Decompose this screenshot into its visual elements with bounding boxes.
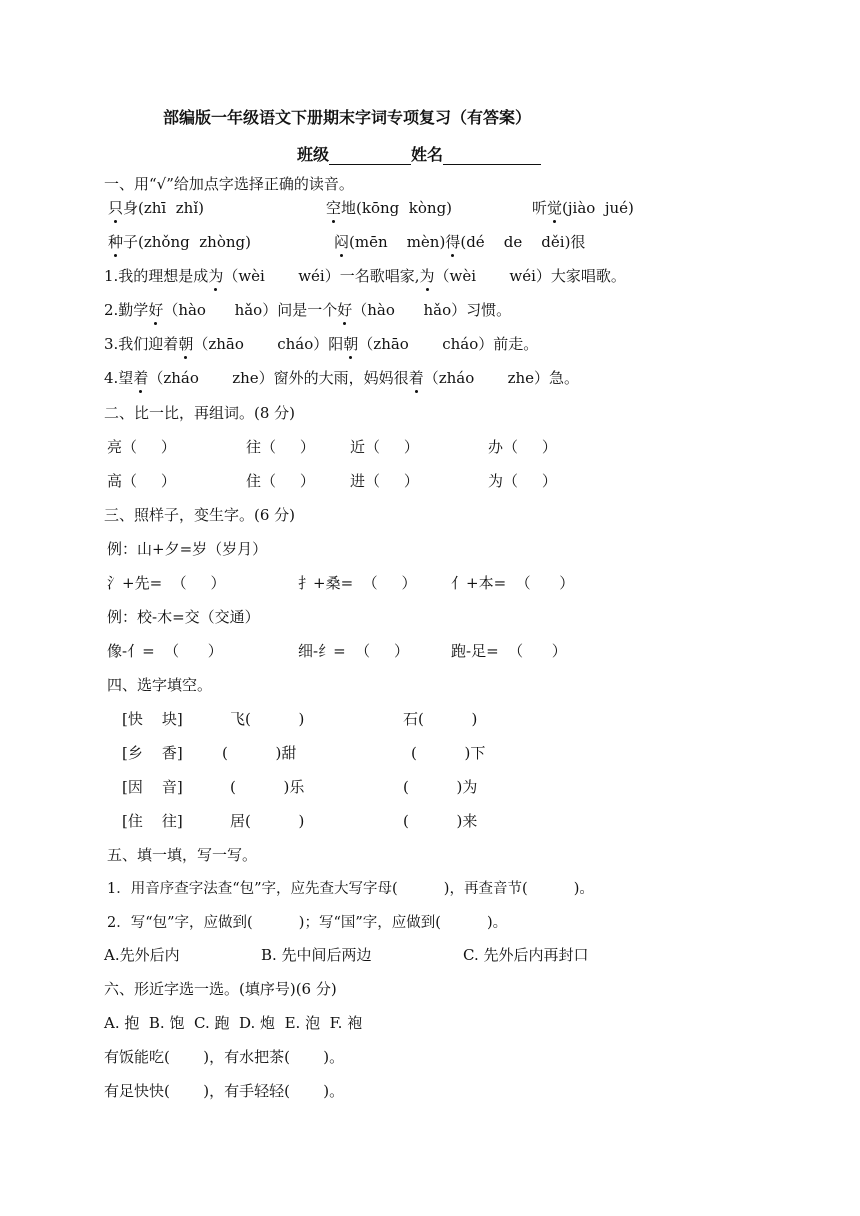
fill-blank: 居( ) — [230, 812, 305, 830]
fill-line: 有足快快( )，有手轻轻( )。 — [104, 1082, 345, 1100]
question-1: 1.我的理想是成为（wèi wéi）一名歌唱家,为（wèi wéi）大家唱歌。 — [104, 267, 626, 285]
choice-options: [住 往] — [122, 812, 183, 830]
dotted-char: 着 — [133, 369, 149, 387]
fill-blank: 飞( ) — [230, 710, 305, 728]
fill-blank: ( )来 — [403, 812, 478, 830]
pinyin-item: 听觉(jiào jué) — [532, 199, 634, 217]
compose-item: 像-亻= （ ） — [107, 642, 223, 660]
section-3-heading: 三、照样子，变生字。(6 分) — [104, 506, 296, 524]
dotted-char: 种 — [108, 233, 124, 251]
section-6-heading: 六、形近字选一选。(填序号)(6 分) — [104, 980, 337, 998]
option-c: C. 先外后内再封口 — [463, 946, 589, 964]
dotted-char: 得 — [445, 233, 461, 251]
compose-item: 氵+先= （ ） — [107, 574, 226, 592]
choice-options: [乡 香] — [122, 744, 183, 762]
dotted-char: 朝 — [178, 335, 194, 353]
dotted-char: 觉 — [547, 199, 563, 217]
class-blank — [329, 146, 411, 165]
dotted-char: 好 — [337, 301, 353, 319]
class-name-line — [297, 145, 541, 165]
word-item: 近（ ） — [350, 438, 419, 456]
word-item: 进（ ） — [350, 472, 419, 490]
pinyin-item: 只身(zhī zhǐ) — [108, 199, 204, 217]
fill-line: 有饭能吃( )，有水把茶( )。 — [104, 1048, 345, 1066]
question-3: 3.我们迎着朝（zhāo cháo）阳朝（zhāo cháo）前走。 — [104, 335, 539, 353]
dotted-char: 好 — [148, 301, 164, 319]
pinyin-item: 闷(mēn mèn)得(dé de děi)很 — [334, 233, 586, 251]
pinyin-item: 种子(zhǒng zhòng) — [108, 233, 251, 251]
example-line: 例：校-木=交（交通） — [107, 608, 260, 626]
dotted-char: 空 — [326, 199, 342, 217]
word-item: 亮（ ） — [107, 438, 176, 456]
compose-item: 细-纟= （ ） — [298, 642, 410, 660]
question-4: 4.望着（zháo zhe）窗外的大雨，妈妈很着（zháo zhe）急。 — [104, 369, 580, 387]
section-4-heading: 四、选字填空。 — [107, 676, 213, 694]
question-5-1: 1．用音序查字法查“包”字，应先查大写字母( )，再查音节( )。 — [107, 881, 594, 897]
compose-item: 亻+本= （ ） — [451, 574, 575, 592]
dotted-char: 朝 — [343, 335, 359, 353]
question-2: 2.勤学好（hào hǎo）问是一个好（hào hǎo）习惯。 — [104, 301, 512, 319]
fill-blank: ( )为 — [403, 778, 478, 796]
word-item: 往（ ） — [246, 438, 315, 456]
fill-blank: 石( ) — [403, 710, 478, 728]
word-item: 高（ ） — [107, 472, 176, 490]
word-item: 办（ ） — [488, 438, 557, 456]
section-1-heading: 一、用“√”给加点字选择正确的读音。 — [104, 175, 354, 193]
dotted-char: 为 — [419, 267, 435, 285]
word-item: 为（ ） — [488, 472, 557, 490]
question-5-2: 2．写“包”字，应做到( )；写“国”字，应做到( )。 — [107, 915, 508, 931]
fill-blank: ( )乐 — [230, 778, 305, 796]
fill-blank: ( )下 — [411, 744, 486, 762]
section-2-heading: 二、比一比，再组词。(8 分) — [104, 404, 296, 422]
fill-blank: ( )甜 — [222, 744, 297, 762]
dotted-char: 闷 — [334, 233, 350, 251]
page-title: 部编版一年级语文下册期末字词专项复习（有答案） — [163, 108, 532, 127]
char-options: A. 抱 B. 饱 C. 跑 D. 炮 E. 泡 F. 袍 — [104, 1014, 363, 1032]
name-label: 姓名 — [411, 145, 444, 164]
compose-item: 跑-足= （ ） — [451, 642, 567, 660]
section-5-heading: 五、填一填，写一写。 — [107, 846, 258, 864]
example-line: 例：山+夕=岁（岁月） — [107, 540, 268, 558]
dotted-char: 只 — [108, 199, 124, 217]
dotted-char: 着 — [408, 369, 424, 387]
pinyin-item: 空地(kōng kòng) — [326, 199, 453, 217]
choice-options: [因 音] — [122, 778, 183, 796]
word-item: 住（ ） — [246, 472, 315, 490]
option-b: B. 先中间后两边 — [261, 946, 372, 964]
dotted-char: 为 — [208, 267, 224, 285]
compose-item: 扌+桑= （ ） — [298, 574, 417, 592]
class-label: 班级 — [297, 145, 330, 164]
name-blank — [443, 146, 541, 165]
option-a: A.先外后内 — [104, 946, 180, 964]
choice-options: [快 块] — [122, 710, 183, 728]
